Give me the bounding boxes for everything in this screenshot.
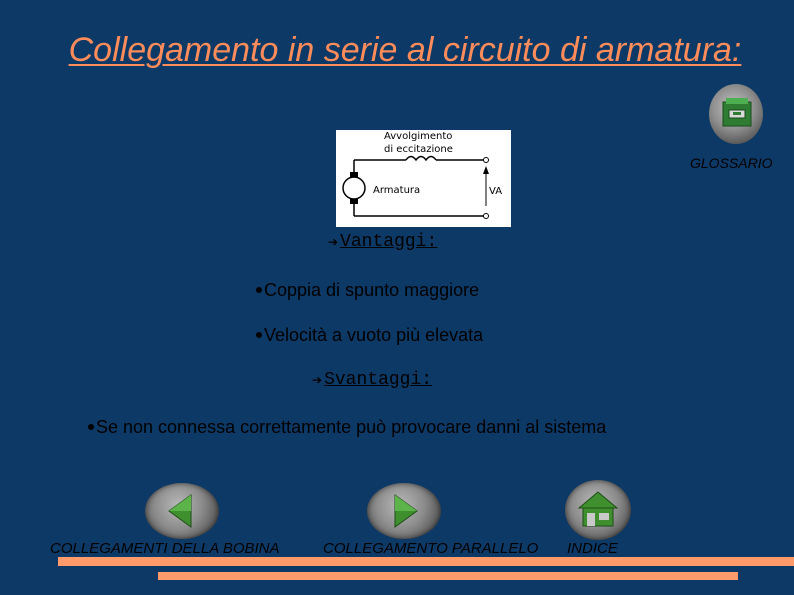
next-button[interactable] [367,483,441,539]
prev-button[interactable] [145,483,219,539]
decorative-bar [58,557,794,566]
folder-icon [709,84,763,144]
home-button[interactable] [565,480,631,540]
winding-label-line1: Avvolgimento [384,131,453,142]
arrow-right-icon: ➔ [312,373,323,387]
prev-label[interactable]: COLLEGAMENTI DELLA BOBINA [50,540,280,557]
arrow-right-icon: ➔ [328,235,339,249]
advantage-item: Coppia di spunto maggiore [256,280,479,301]
home-icon [565,480,631,540]
bullet-icon [256,332,262,338]
disadvantages-heading: ➔ Svantaggi: [312,370,433,390]
glossary-label[interactable]: GLOSSARIO [690,155,773,171]
arrow-left-icon [145,483,219,539]
advantages-heading: ➔ Vantaggi: [328,232,438,252]
disadvantage-item: Se non connessa correttamente può provocare danni al sistema [88,417,606,438]
circuit-diagram [336,130,511,227]
decorative-bar [158,572,738,580]
page-title: Collegamento in serie al circuito di armatura: [68,31,742,69]
bullet-icon [256,287,262,293]
bullet-icon [88,424,94,430]
arrow-right-icon [367,483,441,539]
armature-label: Armatura [373,185,421,196]
advantage-item: Velocità a vuoto più elevata [256,325,483,346]
next-label[interactable]: COLLEGAMENTO PARALLELO [323,540,539,557]
voltage-label: VA [489,186,503,197]
home-label[interactable]: INDICE [567,540,618,557]
glossary-button[interactable] [709,84,763,144]
winding-label-line2: di eccitazione [384,144,453,155]
